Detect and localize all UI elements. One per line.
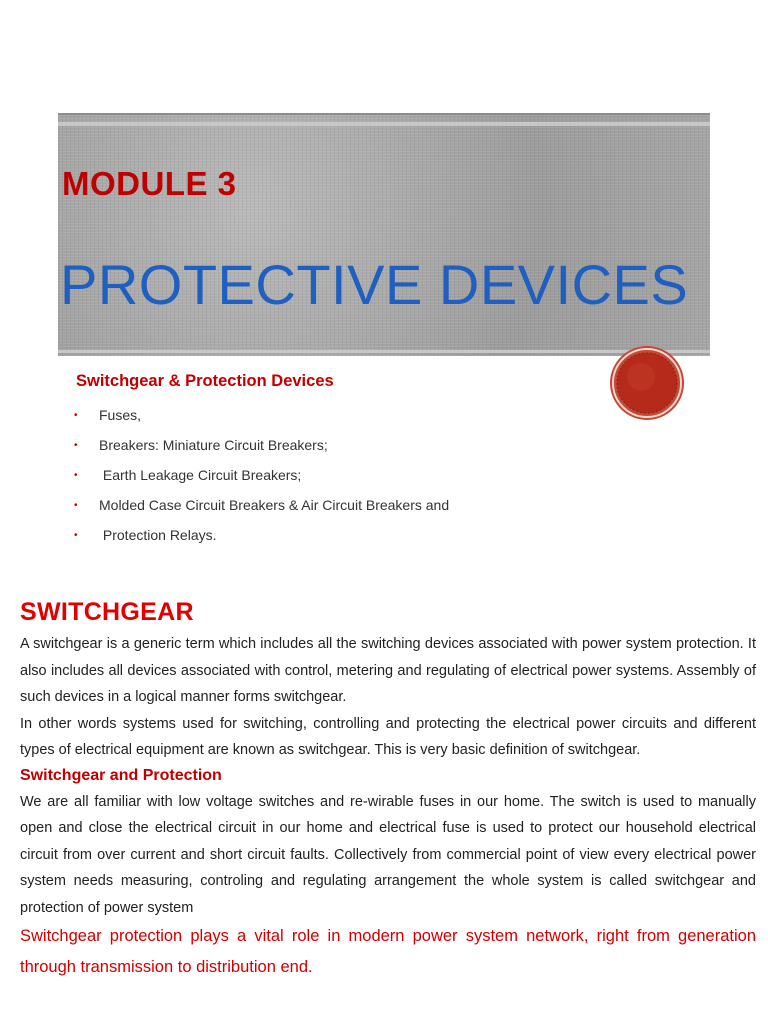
title-banner <box>58 113 710 356</box>
section-heading: SWITCHGEAR <box>20 598 194 626</box>
list-item: • Earth Leakage Circuit Breakers; <box>74 464 449 494</box>
module-label: MODULE 3 <box>62 165 237 202</box>
paragraph-definition: A switchgear is a generic term which includes all the switching devices associated with power system protection. It also includes all devices associated with control, metering and regulating of electrical power systems. Assembly of such devices in a logical manner forms switchgear. <box>20 636 756 705</box>
bullet-dot-icon: • <box>74 440 78 452</box>
banner-top-line <box>58 113 710 115</box>
paragraph-highlight: Switchgear protection plays a vital role in modern power system network, right from generation through transmission to distribution end. <box>20 927 756 976</box>
document-body <box>20 598 756 983</box>
list-item: • Breakers: Miniature Circuit Breakers; <box>74 434 449 464</box>
list-item: • Molded Case Circuit Breakers & Air Circuit Breakers and <box>74 494 449 524</box>
red-circular-seal-icon <box>608 344 686 422</box>
bullet-dot-icon: • <box>74 470 78 482</box>
slide-subheading: Switchgear & Protection Devices <box>76 372 334 390</box>
list-item: • Protection Relays. <box>74 524 449 554</box>
paragraph-other-words: In other words systems used for switching, controlling and protecting the electrical power circuits and different types of electrical equipment are known as switchgear. This is very basic definition of switchgear. <box>20 715 756 758</box>
paragraph-familiar: We are all familiar with low voltage switches and re-wirable fuses in our home. The switch is used to manually open and close the electrical circuit in our home and electrical fuse is used to protect our household electrical circuit from over current and short circuit faults. Collectively from commercial point of view every electrical power system needs measuring, controling and regulating arrangement the whole system is called switchgear and protection of power system <box>20 793 756 916</box>
bullet-dot-icon: • <box>74 410 78 422</box>
bullet-dot-icon: • <box>74 530 78 542</box>
device-bullet-list <box>74 404 449 554</box>
slide-title: PROTECTIVE DEVICES <box>60 253 689 316</box>
bullet-dot-icon: • <box>74 500 78 512</box>
section-subheading: Switchgear and Protection <box>20 766 222 784</box>
banner-accent-line <box>58 122 710 126</box>
list-item: • Fuses, <box>74 404 449 434</box>
